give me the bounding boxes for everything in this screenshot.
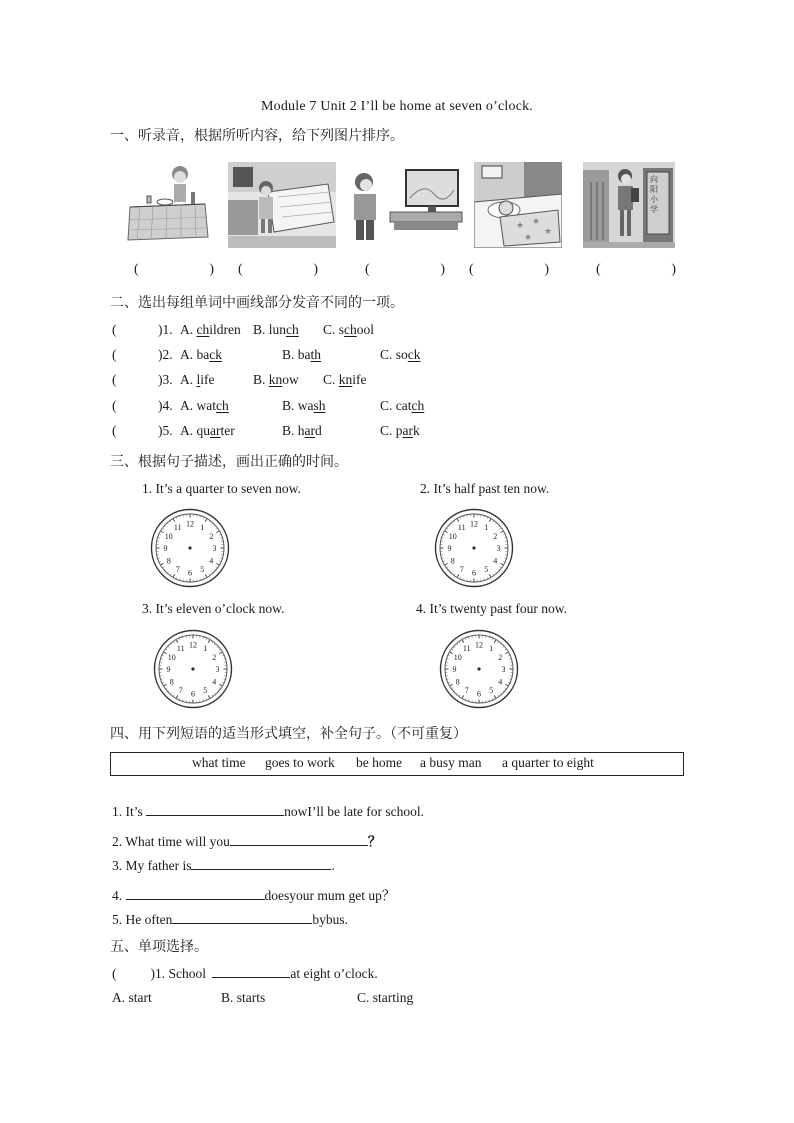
answer-blank[interactable]: [146, 803, 284, 816]
phrase-item: what time: [192, 755, 246, 770]
clock-number: 1: [200, 522, 205, 532]
answer-paren[interactable]: (: [112, 372, 117, 387]
clock-number: 10: [164, 531, 173, 541]
underlined-letters: kn: [338, 372, 353, 387]
option-a: A. children: [180, 322, 241, 337]
option-a: A. life: [180, 372, 215, 387]
answer-blank[interactable]: [230, 833, 368, 846]
option-a: A. quarter: [180, 423, 235, 438]
page-title: Module 7 Unit 2 I’ll be home at seven o’clock.: [260, 99, 534, 114]
section4-heading: 四、用下列短语的适当形式填空，补全句子。（不可重复）: [110, 726, 467, 742]
option-c: C. knife: [323, 372, 367, 387]
clock-number: 1: [489, 643, 494, 653]
answer-paren[interactable]: (: [112, 423, 117, 438]
underlined-letters: ch: [344, 322, 357, 337]
clock-number: 6: [191, 689, 195, 699]
clock-number: 7: [464, 686, 469, 696]
clock-number: 11: [457, 522, 466, 532]
clock-number: 3: [501, 665, 506, 674]
clock-number: 2: [209, 531, 214, 541]
clock-number: 10: [448, 531, 457, 541]
clock-sentence-3: 3. It’s eleven o’clock now.: [142, 601, 285, 616]
option-c: C. sock: [380, 347, 421, 362]
clock-sentence-4: 4. It’s twenty past four now.: [416, 601, 567, 616]
clock-number: 12: [475, 640, 483, 650]
answer-paren-3[interactable]: ( ): [365, 262, 445, 277]
fill-sentence-5: 5. He often bybus.: [112, 912, 348, 927]
clock-number: 5: [200, 565, 205, 575]
clock-face-1[interactable]: [150, 508, 230, 588]
fill-sentence-1: 1. It’s nowI’ll be late for school.: [112, 804, 424, 819]
clock-sentence-1: 1. It’s a quarter to seven now.: [142, 481, 301, 496]
clock-number: 12: [186, 519, 194, 529]
clock-number: 11: [173, 522, 182, 532]
phrase-item: goes to work: [265, 755, 335, 770]
clock-number: 8: [450, 556, 455, 566]
underlined-letters: ar: [304, 423, 316, 438]
underlined-letters: kn: [268, 372, 283, 387]
underlined-letters: l: [196, 372, 201, 387]
section1-heading: 一、听录音，根据所听内容，给下列图片排序。: [110, 128, 404, 144]
underlined-letters: ch: [286, 322, 299, 337]
clock-number: 3: [496, 544, 501, 553]
clock-number: 9: [452, 665, 457, 674]
option-a: A. back: [180, 347, 222, 362]
fill-sentence-4: 4. doesyour mum get up？: [112, 888, 396, 903]
option-b: B. know: [253, 372, 299, 387]
picture-girl-making-bed: [228, 162, 336, 248]
answer-blank[interactable]: [172, 911, 312, 924]
clock-face-3[interactable]: [153, 629, 233, 709]
svg-text:★: ★: [524, 233, 533, 243]
clock-number: 2: [493, 531, 498, 541]
phonics-question-2: [112, 347, 421, 363]
section2-heading: 二、选出每组单词中画线部分发音不同的一项。: [110, 295, 404, 311]
clock-number: 4: [493, 556, 498, 566]
option-a: A. watch: [180, 398, 229, 413]
underlined-letters: ck: [209, 347, 222, 362]
clock-number: 7: [459, 565, 464, 575]
clock-number: 10: [453, 652, 462, 662]
underlined-letters: ck: [407, 347, 421, 362]
clock-number: 6: [472, 568, 476, 578]
option-b: B. hard: [282, 423, 322, 438]
clock-number: 8: [166, 556, 171, 566]
option-b: B. wash: [282, 398, 326, 413]
answer-paren[interactable]: (: [112, 347, 117, 362]
underlined-letters: ch: [411, 398, 425, 413]
clock-number: 8: [455, 677, 460, 687]
clock-number: 8: [169, 677, 174, 687]
option-c: C. catch: [380, 398, 425, 413]
question-number: )5.: [158, 423, 173, 438]
option-c: C. school: [323, 322, 375, 337]
underlined-letters: ar: [210, 423, 221, 438]
clock-number: 2: [498, 652, 503, 662]
option-c: C. park: [380, 423, 420, 438]
underlined-letters: th: [310, 347, 322, 362]
question-number: )1.: [158, 322, 173, 337]
clock-number: 5: [484, 565, 489, 575]
school-sign-text: 向 阳 小 学: [650, 175, 658, 214]
picture-girl-eating: [125, 162, 211, 248]
option-c[interactable]: C. starting: [357, 990, 414, 1005]
clock-number: 7: [175, 565, 180, 575]
answer-paren-1[interactable]: ( ): [134, 262, 214, 277]
phrase-item: be home: [356, 755, 403, 770]
phonics-question-5: [112, 423, 420, 439]
answer-paren[interactable]: (: [112, 322, 117, 337]
phonics-question-4: [112, 398, 425, 414]
svg-text:★: ★: [516, 221, 525, 231]
answer-paren-2[interactable]: ( ): [238, 262, 318, 277]
clock-number: 10: [167, 652, 176, 662]
clock-face-2[interactable]: [434, 508, 514, 588]
clock-number: 12: [189, 640, 197, 650]
option-b: B. lunch: [253, 322, 299, 337]
clock-number: 4: [498, 677, 503, 687]
clock-number: 11: [176, 643, 185, 653]
svg-text:★: ★: [544, 227, 553, 237]
section3-heading: 三、根据句子描述，画出正确的时间。: [110, 454, 348, 470]
fill-sentence-3: 3. My father is .: [112, 858, 335, 873]
underlined-letters: ch: [216, 398, 229, 413]
picture-boy-sleeping: [474, 162, 562, 248]
phrase-item: a quarter to eight: [502, 755, 594, 770]
answer-blank[interactable]: [126, 887, 265, 900]
section5-heading: 五、单项选择。: [110, 939, 208, 955]
clock-face-4[interactable]: [439, 629, 519, 709]
option-b: B. bath: [282, 347, 322, 362]
clock-sentence-2: 2. It’s half past ten now.: [420, 481, 550, 496]
choice-question-1: ( )1. School at eight o’clock.: [112, 966, 378, 981]
underlined-letters: ar: [402, 423, 414, 438]
fill-sentence-2: 2. What time will you ？: [112, 834, 382, 850]
phonics-question-1: [112, 322, 375, 338]
question-number: )2.: [158, 347, 173, 362]
clock-number: 9: [163, 544, 168, 553]
clock-number: 7: [178, 686, 183, 696]
answer-paren-4[interactable]: ( ): [469, 262, 549, 277]
clock-number: 1: [203, 643, 208, 653]
clock-number: 9: [166, 665, 171, 674]
underlined-letters: ch: [196, 322, 210, 337]
svg-text:★: ★: [532, 217, 541, 227]
clock-number: 3: [215, 665, 220, 674]
option-a[interactable]: A. start: [112, 990, 152, 1005]
underlined-letters: sh: [313, 398, 326, 413]
clock-number: 2: [212, 652, 217, 662]
question-number: )3.: [158, 372, 173, 387]
answer-blank[interactable]: [212, 965, 290, 978]
phrase-box: [110, 752, 684, 776]
clock-number: 11: [462, 643, 471, 653]
clock-number: 9: [447, 544, 452, 553]
clock-number: 6: [477, 689, 481, 699]
clock-number: 4: [212, 677, 217, 687]
answer-paren-5[interactable]: ( ): [596, 262, 676, 277]
clock-number: 6: [188, 568, 192, 578]
clock-number: 3: [212, 544, 217, 553]
answer-blank[interactable]: [191, 857, 331, 870]
option-b[interactable]: B. starts: [221, 990, 266, 1005]
clock-number: 4: [209, 556, 214, 566]
phrase-item: a busy man: [420, 755, 482, 770]
question-number: )4.: [158, 398, 173, 413]
clock-number: 12: [470, 519, 478, 529]
clock-number: 1: [484, 522, 489, 532]
clock-number: 5: [203, 686, 208, 696]
answer-paren[interactable]: (: [112, 398, 117, 413]
clock-number: 5: [489, 686, 494, 696]
picture-girl-watching-tv: [346, 162, 464, 248]
phonics-question-3: [112, 372, 367, 388]
